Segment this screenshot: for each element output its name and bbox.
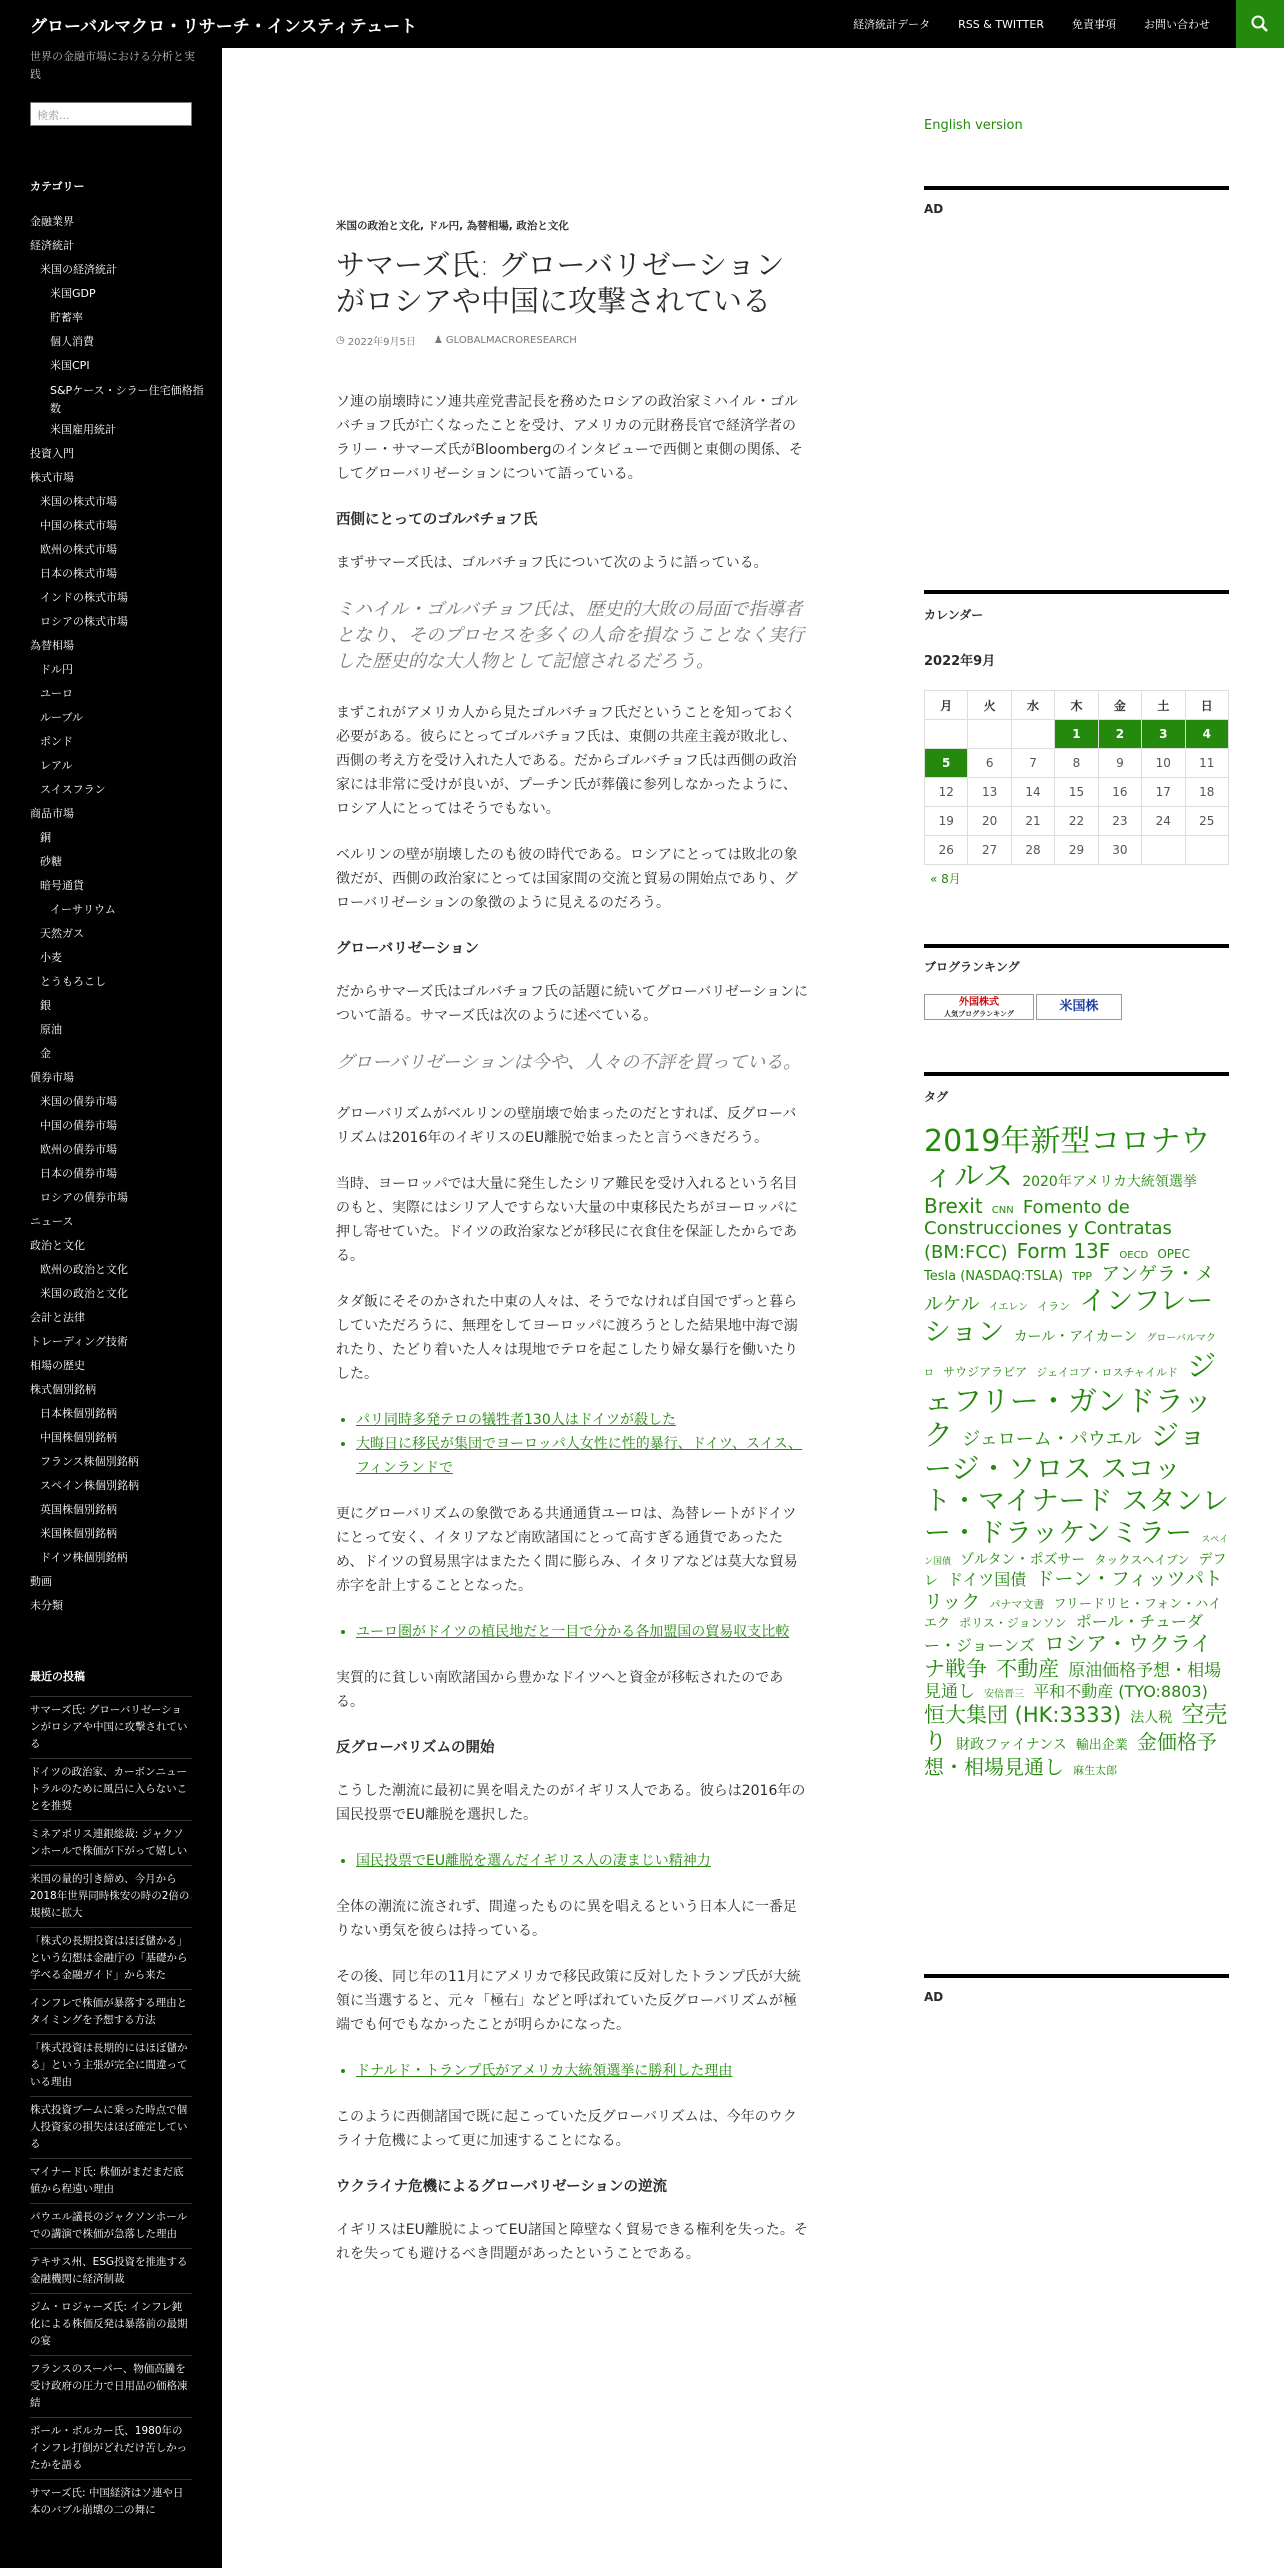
banner-text: 外国株式 [959, 997, 999, 1008]
section-heading: 西側にとってのゴルバチョフ氏 [336, 512, 538, 528]
calendar-weekday: 火 [968, 691, 1011, 720]
recent-post-link[interactable]: ドイツの政治家、カーボンニュートラルのために風呂に入らないことを推奨 [30, 1758, 192, 1820]
paragraph: ベルリンの壁が崩壊したのも彼の時代である。ロシアにとっては敗北の象徴だが、西側の政治家にとっては国家間の交流と貿易の開始点であり、グローバリゼーションの象徴のように見えるのだろう。 [336, 847, 798, 911]
calendar-day: 23 [1098, 807, 1141, 836]
category-item[interactable]: 米国の経済統計 [40, 263, 117, 276]
top-bar [0, 0, 1284, 48]
category-item[interactable]: ドル円 [40, 663, 73, 676]
category-item[interactable]: 米国CPI [50, 359, 90, 372]
widget-divider [924, 1072, 1229, 1076]
category-item[interactable]: ロシアの株式市場 [40, 615, 128, 628]
nav-item-contact[interactable]: お問い合わせ [1144, 18, 1210, 31]
category-item[interactable]: ルーブル [40, 711, 84, 724]
category-item[interactable]: レアル [40, 759, 73, 772]
tag-link[interactable]: 法人税 [1130, 1709, 1173, 1726]
category-item[interactable]: 米国の株式市場 [40, 495, 117, 508]
ranking-banner-foreign-stocks[interactable] [924, 994, 1034, 1020]
category-item[interactable]: 日本株個別銘柄 [40, 1407, 117, 1420]
calendar-day [1011, 720, 1054, 749]
calendar-prev-month[interactable]: « 8月 [930, 872, 961, 886]
category-item[interactable]: 個人消費 [50, 335, 94, 348]
tag-link[interactable]: OECD [1119, 1249, 1149, 1261]
category-item[interactable]: 欧州の債券市場 [40, 1143, 117, 1156]
tag-link[interactable]: サウジアラビア [943, 1365, 1028, 1380]
related-links-list [336, 1620, 808, 1644]
calendar-day: 11 [1185, 749, 1228, 778]
left-sidebar [0, 48, 222, 2568]
paragraph: こうした潮流に最初に異を唱えたのがイギリス人である。彼らは2016年の国民投票でEU離脱を選択した。 [336, 1783, 806, 1823]
article-date[interactable]: 2022年9月5日 [347, 337, 416, 348]
tag-link[interactable]: 原油価格予想・相場見通し [924, 1660, 1222, 1702]
tag-link[interactable]: 麻生太郎 [1073, 1763, 1118, 1777]
widget-divider [924, 590, 1229, 594]
category-item[interactable]: 株式個別銘柄 [30, 1383, 96, 1396]
calendar-day [968, 720, 1011, 749]
category-item[interactable]: 暗号通貨 [40, 879, 84, 892]
calendar-day[interactable]: 3 [1142, 720, 1185, 749]
calendar-day: 14 [1011, 778, 1054, 807]
related-article-link[interactable]: 大晦日に移民が集団でヨーロッパ人女性に性的暴行、ドイツ、スイス、フィンランドで [356, 1436, 803, 1476]
article-meta [336, 333, 808, 348]
category-item[interactable]: 米国株個別銘柄 [40, 1527, 117, 1540]
tag-link[interactable]: ドーン・フィッツパトリック [924, 1568, 1223, 1613]
paragraph: このように西側諸国で既に起こっていた反グローバリズムは、今年のウクライナ危機によって更に加速することになる。 [336, 2109, 797, 2149]
related-link-item [356, 1408, 808, 1432]
calendar-day: 24 [1142, 807, 1185, 836]
recent-post-link[interactable]: ミネアポリス連銀総裁: ジャクソンホールで株価が下がって嬉しい [30, 1820, 192, 1865]
category-item[interactable]: 日本の債券市場 [40, 1167, 117, 1180]
category-item[interactable]: 経済統計 [30, 239, 74, 252]
tag-link[interactable]: スコット・マイナード [924, 1453, 1182, 1517]
recent-post-link[interactable]: 株式投資ブームに乗った時点で個人投資家の損失はほぼ確定している [30, 2096, 192, 2158]
tag-link[interactable]: イエレン [988, 1301, 1029, 1313]
category-item[interactable]: 貯蓄率 [50, 311, 83, 324]
tag-link[interactable]: ジョージ・ソロス [924, 1418, 1207, 1485]
category-item[interactable]: 日本の株式市場 [40, 567, 117, 580]
categories-heading: カテゴリー [30, 180, 85, 193]
calendar-month: 2022年9月 [924, 654, 996, 669]
english-version-link[interactable]: English version [924, 118, 1023, 133]
category-item[interactable]: 小麦 [40, 951, 62, 964]
quote: ミハイル・ゴルバチョフ氏は、歴史的大敗の局面で指導者となり、そのプロセスを多くの人命を損なうことなく実行した歴史的な大人物として記憶されるだろう。 [336, 599, 804, 672]
tag-link[interactable]: ジェフリー・ガンドラック [924, 1349, 1217, 1452]
calendar-weekday: 土 [1142, 691, 1185, 720]
search-toggle-button[interactable] [1236, 0, 1284, 48]
related-article-link[interactable]: ドナルド・トランプ氏がアメリカ大統領選挙に勝利した理由 [356, 2063, 733, 2079]
recent-post-link[interactable]: 米国の量的引き締め、今月から2018年世界同時株安の時の2倍の規模に拡大 [30, 1865, 192, 1927]
related-article-link[interactable]: 国民投票でEU離脱を選んだイギリス人の凄まじい精神力 [356, 1853, 711, 1869]
category-item[interactable]: 銅 [40, 831, 51, 844]
calendar-day: 26 [925, 836, 968, 865]
ad-heading: AD [924, 1990, 944, 2004]
tag-link[interactable]: ポール・チューダー・ジョーンズ [924, 1612, 1203, 1656]
paragraph: まずサマーズ氏は、ゴルバチョフ氏について次のように語っている。 [336, 555, 768, 571]
category-item[interactable]: 原油 [40, 1023, 62, 1036]
recent-post-link[interactable]: サマーズ氏: 中国経済はソ連や日本のバブル崩壊の二の舞に [30, 2479, 192, 2524]
category-item[interactable]: とうもろこし [40, 975, 106, 988]
calendar-day: 6 [968, 749, 1011, 778]
site-title[interactable]: グローバルマクロ・リサーチ・インスティテュート [30, 17, 418, 37]
tag-link[interactable]: デフレ [924, 1551, 1227, 1590]
paragraph: 当時、ヨーロッパでは大量に発生したシリア難民を受け入れるという名目のもと、実際にはシリア人ですらない大量の中東移民たちがヨーロッパに押し寄せていた。ドイツの政治家などが移民に衣食住を保証したからである。 [336, 1176, 798, 1264]
paragraph: 全体の潮流に流されず、間違ったものに異を唱えるという日本人に一番足りない勇気を彼らは持っている。 [336, 1899, 797, 1939]
calendar-day: 21 [1011, 807, 1054, 836]
tag-link[interactable]: カール・アイカーン [1013, 1329, 1138, 1346]
nav-item-disclaimer[interactable]: 免責事項 [1072, 18, 1116, 31]
calendar-day: 15 [1055, 778, 1098, 807]
tag-link[interactable]: Brexit [924, 1193, 983, 1218]
tag-link[interactable]: OPEC [1157, 1246, 1190, 1261]
category-item[interactable]: 米国の政治と文化 [40, 1287, 128, 1300]
calendar-day: 16 [1098, 778, 1141, 807]
category-item[interactable]: 中国株個別銘柄 [40, 1431, 117, 1444]
clock-icon: ◷ [336, 335, 345, 346]
tag-link[interactable]: パナマ文書 [989, 1597, 1045, 1611]
calendar-day: 12 [925, 778, 968, 807]
paragraph: タダ飯にそそのかされた中東の人々は、そうでなければ自国でずっと暮らしていただろうに、無理をしてヨーロッパに渡ろうとした結果地中海で溺れたり、たどり着いた人々は現地でテロを起こしたり婦女暴行を働いたりした。 [336, 1294, 798, 1382]
paragraph: グローバリズムがベルリンの壁崩壊で始まったのだとすれば、反グローバリズムは2016年のイギリスのEU離脱で始まったと言うべきだろう。 [336, 1106, 797, 1146]
category-item[interactable]: 米国雇用統計 [50, 423, 116, 436]
category-item[interactable]: 中国の債券市場 [40, 1119, 117, 1132]
related-link-item [356, 1432, 808, 1480]
category-item[interactable]: 欧州の政治と文化 [40, 1263, 128, 1276]
article-body [336, 390, 808, 2266]
related-link-item [356, 1849, 808, 1873]
tag-link[interactable]: ポリス・ジョンソン [959, 1616, 1067, 1631]
recent-post-link[interactable]: ジム・ロジャーズ氏: インフレ鈍化による株価反発は暴落前の最期の宴 [30, 2293, 192, 2355]
tag-link[interactable]: Tesla (NASDAQ:TSLA) [924, 1269, 1063, 1285]
calendar-day: 13 [968, 778, 1011, 807]
category-item[interactable]: スイスフラン [40, 783, 106, 796]
calendar-day: 10 [1142, 749, 1185, 778]
tag-link[interactable]: 空売り [924, 1701, 1228, 1755]
ranking-heading: ブログランキング [924, 960, 1020, 974]
section-heading: ウクライナ危機によるグローバリゼーションの逆流 [336, 2179, 668, 2195]
calendar-day: 27 [968, 836, 1011, 865]
related-article-link[interactable]: ユーロ圏がドイツの植民地だと一目で分かる各加盟国の貿易収支比較 [356, 1624, 790, 1640]
article-categories[interactable]: 米国の政治と文化, ドル円, 為替相場, 政治と文化 [336, 220, 569, 232]
category-item[interactable]: 中国の株式市場 [40, 519, 117, 532]
tag-link[interactable]: 金価格予想・相場見通し [924, 1729, 1217, 1779]
banner-text: 米国株 [1059, 999, 1099, 1014]
tag-link[interactable]: ゾルタン・ポズサー [960, 1551, 1086, 1568]
widget-divider [924, 1974, 1229, 1978]
related-links-list [336, 1408, 808, 1480]
category-item[interactable]: 投資入門 [30, 447, 74, 460]
main-nav [825, 0, 1210, 48]
paragraph: 実質的に貧しい南欧諸国から豊かなドイツへと資金が移転されたのである。 [336, 1670, 784, 1710]
recent-post-link[interactable]: 「株式投資は長期的にはほぼ儲かる」という主張が完全に間違っている理由 [30, 2034, 192, 2096]
paragraph: まずこれがアメリカ人から見たゴルバチョフ氏だということを知っておく必要がある。彼らにとってゴルバチョフ氏は、東側の共産主義が敗北し、西側の考え方を受け入れた人である。だからゴルバチョフ氏は西側の政治家には非常に受けが良いが、プーチン氏が葬儀に参列しなかったように、ロシア人にとってはそうでもない。 [336, 705, 797, 817]
paragraph: イギリスはEU離脱によってEU諸国と障壁なく貿易できる権利を失った。それを失っても避けるべき問題があったということである。 [336, 2222, 808, 2262]
section-heading: グローバリゼーション [336, 941, 479, 957]
category-item[interactable]: 債券市場 [30, 1071, 74, 1084]
category-item[interactable]: スペイン株個別銘柄 [40, 1479, 139, 1492]
tag-link[interactable]: グローバルマクロ [924, 1333, 1216, 1380]
quote: グローバリゼーションは今や、人々の不評を買っている。 [336, 1052, 802, 1073]
category-item[interactable]: 米国GDP [50, 287, 96, 300]
calendar-weekday: 日 [1185, 691, 1228, 720]
calendar-day: 18 [1185, 778, 1228, 807]
ranking-banner-us-stocks[interactable] [1036, 994, 1122, 1020]
category-item[interactable]: 会計と法律 [30, 1311, 85, 1324]
article-author[interactable]: GLOBALMACRORESEARCH [445, 335, 577, 346]
paragraph: その後、同じ年の11月にアメリカで移民政策に反対したトランプ氏が大統領に当選すると、元々「極右」などと呼ばれていた反グローバリズムが極端でも何でもなかったことが明らかになった。 [336, 1969, 801, 2033]
calendar-day: 22 [1055, 807, 1098, 836]
calendar-weekday: 金 [1098, 691, 1141, 720]
recent-posts-heading: 最近の投稿 [30, 1670, 85, 1683]
tag-link[interactable]: 平和不動産 (TYO:8803) [1033, 1681, 1208, 1701]
calendar-day [925, 720, 968, 749]
category-item[interactable]: 株式市場 [30, 471, 74, 484]
category-item[interactable]: ポンド [40, 735, 73, 748]
category-item[interactable]: 金融業界 [30, 215, 74, 228]
category-item[interactable]: フランス株個別銘柄 [40, 1455, 139, 1468]
category-list [30, 210, 210, 1618]
tag-link[interactable]: イラン [1037, 1299, 1071, 1313]
recent-post-link[interactable]: マイナード氏: 株価がまだまだ底値から程遠い理由 [30, 2158, 192, 2203]
category-item[interactable]: ニュース [30, 1215, 74, 1228]
user-icon: ♟ [433, 335, 443, 346]
tag-link[interactable]: 財政ファイナンス [956, 1736, 1067, 1753]
tag-link[interactable]: フリードリヒ・フォン・ハイエク [924, 1596, 1222, 1632]
calendar-day: 9 [1098, 749, 1141, 778]
category-item[interactable]: 天然ガス [40, 927, 84, 940]
category-item[interactable]: 欧州の株式市場 [40, 543, 117, 556]
calendar-day: 8 [1055, 749, 1098, 778]
category-item[interactable]: 米国の債券市場 [40, 1095, 117, 1108]
recent-post-link[interactable]: パウエル議長のジャクソンホールでの講演で株価が急落した理由 [30, 2203, 192, 2248]
category-item[interactable]: 未分類 [30, 1599, 63, 1612]
calendar-table [924, 690, 1229, 865]
category-item[interactable]: 為替相場 [30, 639, 74, 652]
calendar-day[interactable]: 5 [925, 749, 968, 778]
tag-link[interactable]: ジェイコブ・ロスチャイルド [1036, 1366, 1178, 1380]
widget-divider [924, 186, 1229, 190]
calendar-day: 29 [1055, 836, 1098, 865]
site-tagline: 世界の金融市場における分析と実践 [30, 50, 195, 81]
tag-link[interactable]: ロシア・ウクライナ戦争 [924, 1632, 1212, 1681]
recent-post-link[interactable]: インフレで株価が暴落する理由とタイミングを予想する方法 [30, 1989, 192, 2034]
tag-link[interactable]: 2019年新型コロナウィルス [924, 1124, 1211, 1195]
search-icon [1250, 14, 1270, 34]
tag-link[interactable]: 2020年アメリカ大統領選挙 [1022, 1174, 1197, 1191]
paragraph: 更にグローバリズムの象徴である共通通貨ユーロは、為替レートがドイツにとって安く、イタリアなど南欧諸国にとって高すぎる通貨であったため、ドイツの貿易黒字はまたたく間に膨らみ、イタリアなどは莫大な貿易赤字を計上することとなった。 [336, 1506, 798, 1594]
calendar-day[interactable]: 2 [1098, 720, 1141, 749]
tags-heading: タグ [924, 1090, 949, 1104]
tag-link[interactable]: ドイツ国債 [947, 1570, 1027, 1590]
category-item[interactable]: 英国株個別銘柄 [40, 1503, 117, 1516]
tag-cloud [924, 1124, 1229, 1780]
article [336, 218, 808, 2288]
tag-link[interactable]: インフレーション [924, 1285, 1214, 1349]
calendar-day [1185, 836, 1228, 865]
tag-link[interactable]: Fomento de Construcciones y Contratas (BM:FCC) [924, 1196, 1172, 1263]
calendar-weekday: 月 [925, 691, 968, 720]
calendar-day[interactable]: 1 [1055, 720, 1098, 749]
section-heading: 反グローバリズムの開始 [336, 1740, 495, 1756]
category-item[interactable]: 金 [40, 1047, 51, 1060]
recent-post-link[interactable]: サマーズ氏: グローバリゼーションがロシアや中国に攻撃されている [30, 1696, 192, 1758]
recent-post-link[interactable]: 「株式の長期投資はほぼ儲かる」という幻想は金融庁の「基礎から学べる金融ガイド」から来た [30, 1927, 192, 1989]
related-links-list [336, 1849, 808, 1873]
paragraph: ソ連の崩壊時にソ連共産党書記長を務めたロシアの政治家ミハイル・ゴルバチョフ氏が亡くなったことを受け、アメリカの元財務長官で経済学者のラリー・サマーズ氏がBloombergのインタビューで西側と東側の関係、そしてグローバリゼーションについて語っている。 [336, 394, 803, 482]
tag-link[interactable]: 輸出企業 [1075, 1737, 1128, 1753]
recent-post-link[interactable]: フランスのスーパー、物価高騰を受け政府の圧力で日用品の価格凍結 [30, 2355, 192, 2417]
category-item[interactable]: ロシアの債券市場 [40, 1191, 128, 1204]
calendar-day: 19 [925, 807, 968, 836]
calendar-day: 28 [1011, 836, 1054, 865]
tag-link[interactable]: CNN [991, 1204, 1014, 1216]
category-item[interactable]: ドイツ株個別銘柄 [40, 1551, 128, 1564]
article-title: サマーズ氏: グローバリゼーションがロシアや中国に攻撃されている [336, 248, 785, 318]
category-item[interactable]: イーサリウム [50, 903, 116, 916]
calendar-heading: カレンダー [924, 608, 984, 622]
tag-link[interactable]: TPP [1072, 1270, 1093, 1284]
tag-link[interactable]: 安倍晋三 [984, 1688, 1025, 1700]
recent-post-link[interactable]: ポール・ボルカー氏、1980年のインフレ打倒がどれだけ苦しかったかを語る [30, 2417, 192, 2479]
category-item[interactable]: 政治と文化 [30, 1239, 85, 1252]
calendar-weekday: 水 [1011, 691, 1054, 720]
calendar-day: 7 [1011, 749, 1054, 778]
ad-heading: AD [924, 202, 944, 216]
category-item[interactable]: 動画 [30, 1575, 52, 1588]
calendar-day: 20 [968, 807, 1011, 836]
category-item[interactable]: ユーロ [40, 687, 73, 700]
tag-link[interactable]: Form 13F [1016, 1238, 1111, 1263]
category-item[interactable]: 相場の歴史 [30, 1359, 85, 1372]
nav-item-rss[interactable]: RSS & TWITTER [958, 17, 1044, 31]
recent-post-link[interactable]: テキサス州、ESG投資を推進する金融機関に経済制裁 [30, 2248, 192, 2293]
related-article-link[interactable]: パリ同時多発テロの犠牲者130人はドイツが殺した [356, 1412, 677, 1428]
nav-item-stats[interactable]: 経済統計データ [853, 18, 931, 31]
calendar-weekday: 木 [1055, 691, 1098, 720]
sidebar-search-input[interactable]: 検索... [30, 102, 192, 126]
banner-text: 人気ブログランキング [944, 1010, 1014, 1018]
widget-divider [924, 944, 1229, 948]
category-item[interactable]: S&Pケース・シラー住宅価格指数 [50, 384, 204, 415]
recent-posts-list [30, 1696, 192, 2524]
category-item[interactable]: トレーディング技術 [30, 1335, 128, 1348]
tag-link[interactable]: スペイン国債 [924, 1534, 1229, 1567]
calendar-day: 25 [1185, 807, 1228, 836]
category-item[interactable]: 銀 [40, 999, 51, 1012]
tag-link[interactable]: 恒大集団 (HK:3333) [924, 1702, 1122, 1727]
tag-link[interactable]: 不動産 [996, 1656, 1060, 1681]
category-item[interactable]: 商品市場 [30, 807, 74, 820]
paragraph: だからサマーズ氏はゴルバチョフ氏の話題に続いてグローバリゼーションについて語る。サマーズ氏は次のように述べている。 [336, 984, 808, 1024]
calendar-day: 30 [1098, 836, 1141, 865]
calendar-day: 17 [1142, 778, 1185, 807]
related-link-item [356, 1620, 808, 1644]
tag-link[interactable]: タックスヘイブン [1094, 1552, 1190, 1567]
related-link-item [356, 2059, 808, 2083]
category-item[interactable]: 砂糖 [40, 855, 62, 868]
calendar-day[interactable]: 4 [1185, 720, 1228, 749]
tag-link[interactable]: ジェローム・パウエル [962, 1428, 1142, 1450]
calendar-day [1142, 836, 1185, 865]
tag-link[interactable]: スタンレー・ドラッケンミラー [924, 1485, 1229, 1549]
related-links-list [336, 2059, 808, 2083]
category-item[interactable]: インドの株式市場 [40, 591, 128, 604]
tag-link[interactable]: アンゲラ・メルケル [924, 1263, 1214, 1315]
